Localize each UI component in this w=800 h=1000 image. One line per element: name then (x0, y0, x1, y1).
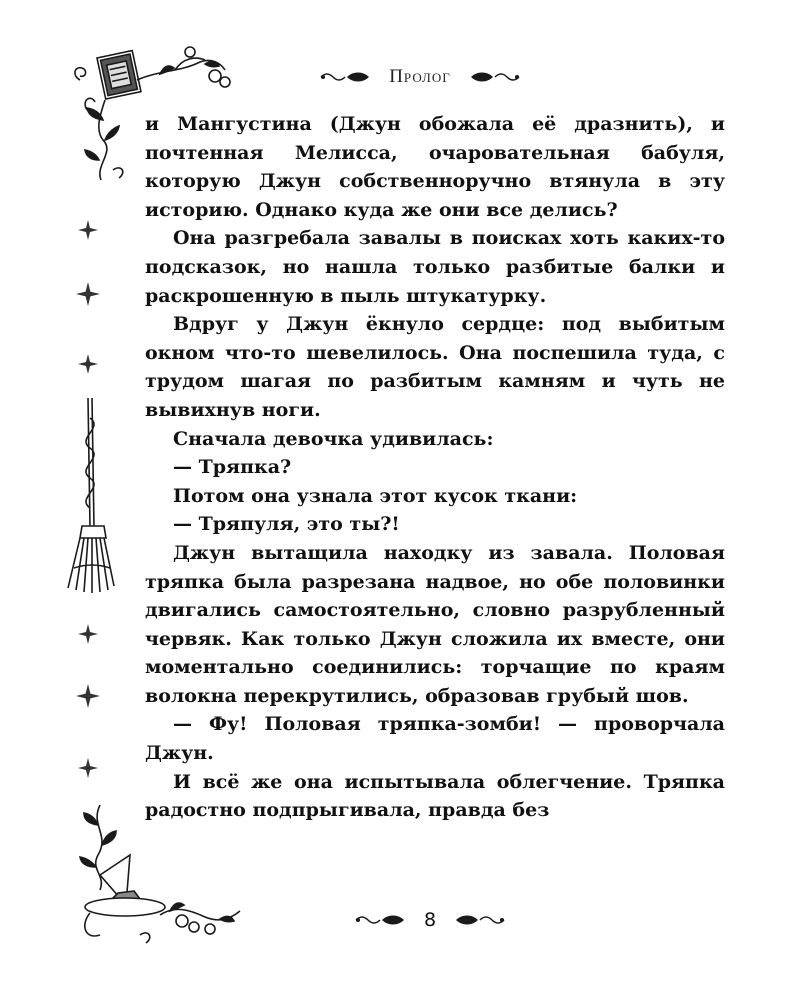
flourish-icon (319, 70, 375, 84)
sparkle-icon (78, 624, 98, 644)
running-header (300, 62, 540, 92)
paragraph: И всё же она испытывала облегчение. Тряпка радостно подпрыгивала, правда без (145, 770, 725, 822)
page-body-text (145, 110, 725, 825)
sparkle-icon (76, 684, 100, 708)
dialogue-line: — Фу! Половая тряпка-зомби! — проворчала Джун. (145, 713, 725, 765)
sparkle-icon (78, 220, 98, 240)
page-number: 8 (423, 909, 437, 931)
flourish-icon (450, 913, 506, 927)
paragraph: Джун вытащила находку из завала. Половая тряпка была разрезана надвое, но обе половинки двигались самостоятельно, словно разрубленный червяк. Как только Джун сложила их вместе, они моментально соединились: торчащие по краям волокна перекрутились, образовав грубый шов. (145, 541, 725, 707)
paragraph: и Мангустина (Джун обожала её дразнить), и почтенная Мелисса, очаровательная бабуля, которую Джун собственноручно втянула в эту историю. Однако куда же они все делись? (145, 113, 725, 221)
dialogue-line: — Тряпуля, это ты?! (173, 513, 400, 536)
sparkle-icon (76, 282, 100, 306)
sparkle-icon (78, 354, 98, 374)
paragraph: Она разгребала завалы в поисках хоть каких-то подсказок, но нашла только разбитые балки и раскрошенную в пыль штукатурку. (145, 227, 725, 307)
page-footer (320, 905, 540, 935)
paragraph: Сначала девочка удивилась: (173, 427, 494, 450)
flourish-icon (354, 913, 410, 927)
spellbook-icon (97, 51, 141, 100)
paragraph: Потом она узнала этот кусок ткани: (173, 484, 578, 507)
chapter-title: Пролог (389, 66, 451, 87)
dialogue-line: — Тряпка? (173, 456, 292, 479)
sparkle-icon (78, 758, 98, 778)
witch-hat-icon (85, 855, 165, 916)
paragraph: Вдруг у Джун ёкнуло сердце: под выбитым окном что-то шевелилось. Она поспешила туда, с трудом шагая по разбитым камням и чуть не вывихнув ноги. (145, 313, 725, 421)
broom-icon (60, 398, 120, 598)
flourish-icon (465, 70, 521, 84)
